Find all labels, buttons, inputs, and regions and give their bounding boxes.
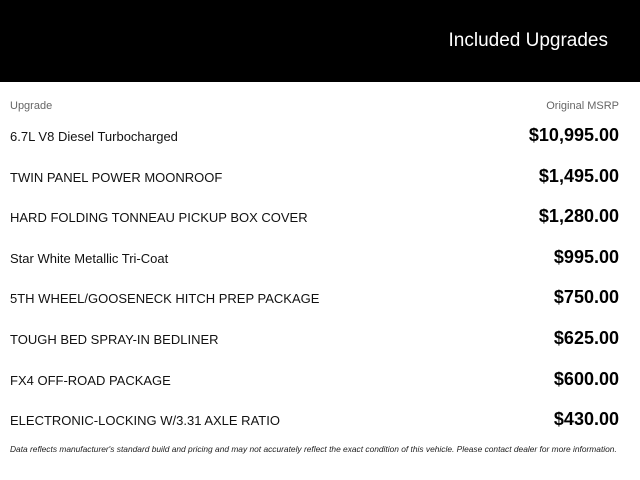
upgrade-price: $600.00	[553, 368, 619, 389]
header-bar	[0, 0, 640, 82]
upgrade-price: $1,280.00	[538, 206, 619, 227]
upgrade-price: $625.00	[553, 327, 619, 348]
upgrade-row	[0, 319, 640, 360]
upgrade-row	[0, 400, 640, 441]
upgrade-price: $10,995.00	[528, 125, 619, 145]
upgrade-row	[0, 157, 640, 198]
upgrade-row	[0, 278, 640, 319]
upgrade-name: FX4 OFF-ROAD PACKAGE	[10, 372, 171, 388]
upgrade-row	[0, 197, 640, 238]
upgrade-name: Star White Metallic Tri-Coat	[10, 250, 169, 266]
upgrade-row	[0, 116, 640, 157]
upgrade-price: $995.00	[553, 246, 619, 267]
disclaimer-text: Data reflects manufacturer's standard build and pricing and may not accurately reflect the exact condition of this vehicle. Please contact dealer for more information.	[10, 444, 617, 454]
column-header-upgrade: Upgrade	[10, 100, 53, 112]
upgrade-name: TWIN PANEL POWER MOONROOF	[10, 169, 223, 185]
upgrade-name: HARD FOLDING TONNEAU PICKUP BOX COVER	[10, 210, 308, 226]
upgrade-name: 6.7L V8 Diesel Turbocharged	[10, 129, 178, 144]
upgrade-row	[0, 360, 640, 401]
page-title: Included Upgrades	[448, 30, 608, 51]
upgrade-name: ELECTRONIC-LOCKING W/3.31 AXLE RATIO	[10, 413, 280, 429]
upgrades-list	[0, 116, 640, 441]
column-header-msrp: Original MSRP	[546, 100, 619, 112]
upgrade-name: 5TH WHEEL/GOOSENECK HITCH PREP PACKAGE	[10, 291, 320, 307]
upgrade-name: TOUGH BED SPRAY-IN BEDLINER	[10, 331, 219, 347]
upgrade-price: $430.00	[553, 409, 619, 430]
upgrade-row	[0, 238, 640, 279]
upgrade-price: $750.00	[553, 287, 619, 308]
upgrade-price: $1,495.00	[538, 165, 619, 186]
